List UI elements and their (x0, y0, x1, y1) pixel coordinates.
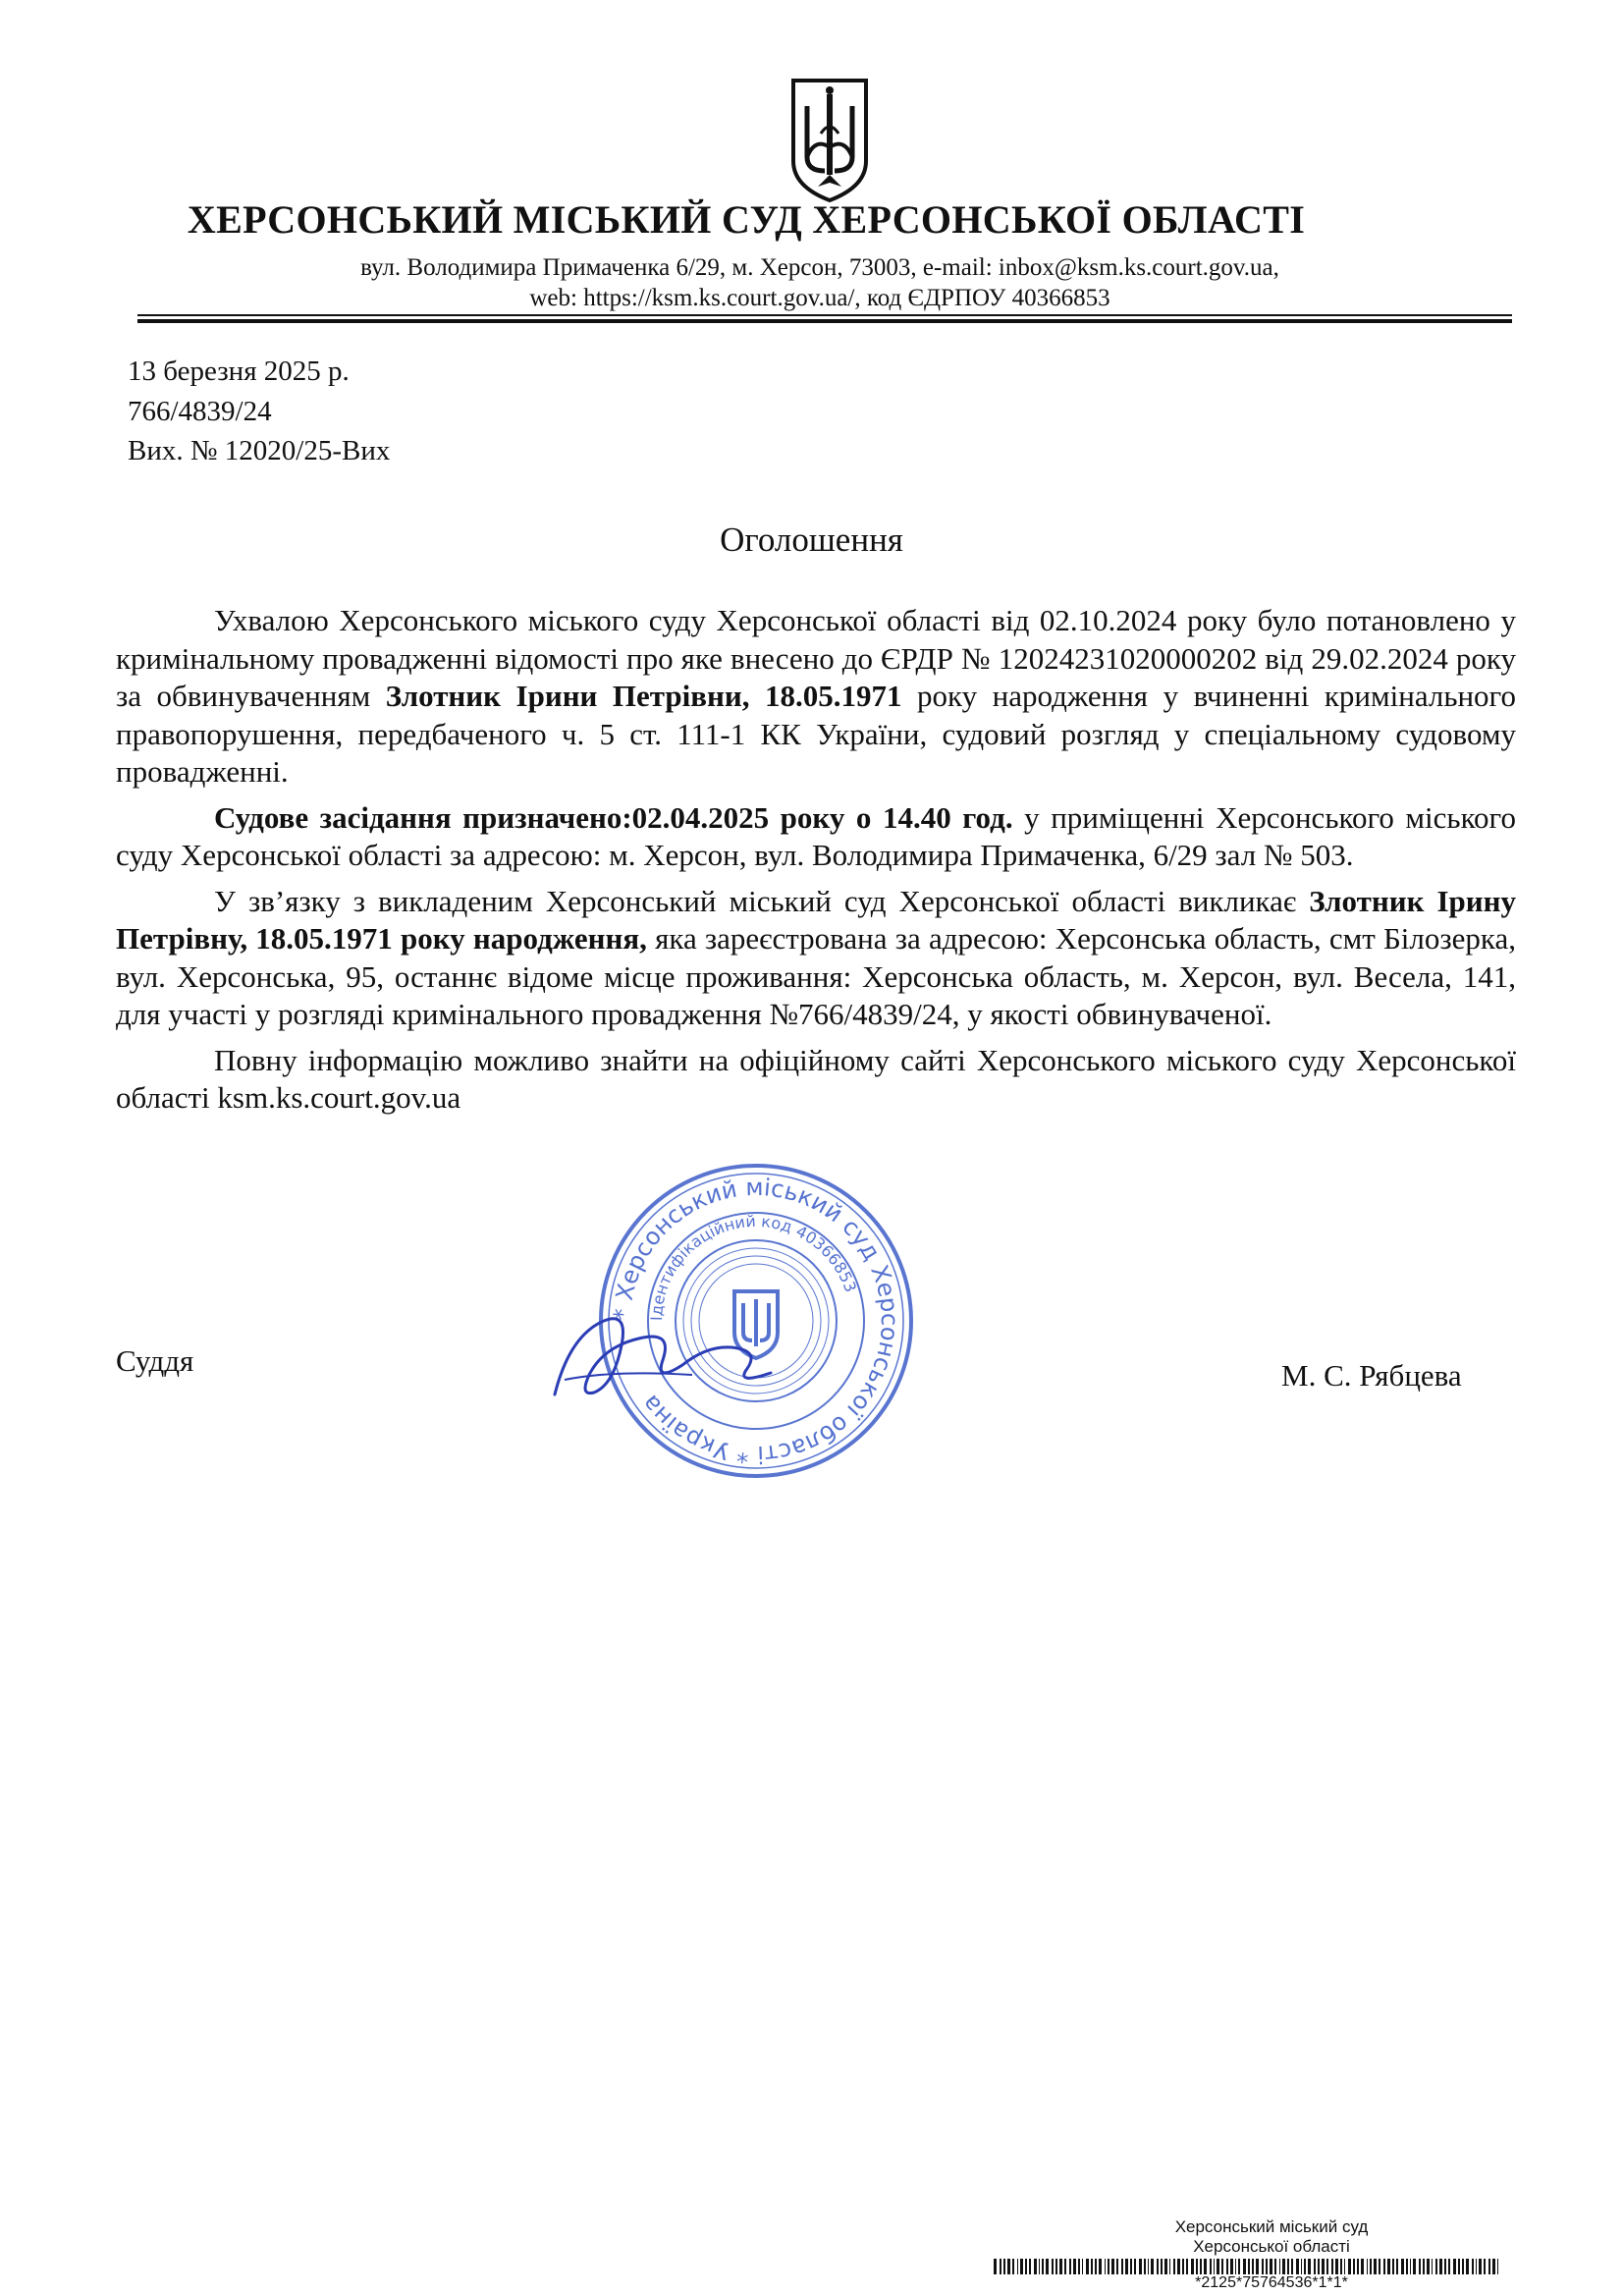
paragraph-hearing (116, 799, 1516, 875)
header-divider-thick (137, 319, 1512, 323)
accused-name: Злотник Ірини Петрівни, 18.05.1971 (385, 679, 902, 713)
barcode-icon (994, 2259, 1504, 2274)
header-divider-thin (137, 314, 1512, 316)
outgoing-number: Вих. № 12020/25-Вих (128, 435, 391, 466)
judge-signature-icon (535, 1277, 810, 1424)
hearing-location: у приміщенні Херсонського міського суду Херсонської області за адресою: м. Херсон, вул. Володимира Примаченка, 6/29 зал № 503. (116, 799, 1516, 872)
paragraph-ruling-text: Ухвалою Херсонського міського суду Херсонської області від 02.10.2024 року було потановлено у кримінальному провадженні відомості про яке внесено до ЄРДР № 12024231020000202 від 29.02.2024 року за обвинуваченням (116, 603, 1516, 713)
summons-details: яка зареєстрована за адресою: Херсонська область, смт Білозерка, вул. Херсонська, 95, останнє відоме місце проживання: Херсонська область, м. Херсон, вул. Весела, 141, для участі у розгляді кримінального провадження №766/4839/24, у якості обвинуваченої. (116, 921, 1516, 1031)
announcement-title: Оголошення (720, 520, 903, 559)
hearing-date: Судове засідання призначено:02.04.2025 року о 14.40 год. (214, 799, 1013, 835)
summons-text: У зв’язку з викладеним Херсонський міський суд Херсонської області викликає (214, 883, 1310, 918)
document-date: 13 березня 2025 р. (128, 355, 350, 387)
paragraph-summons (116, 883, 1516, 1034)
info-text: Повну інформацію можливо знайти на офіційному сайті Херсонського міського суду Херсонської області ksm.ks.court.gov.ua (116, 1042, 1516, 1115)
paragraph-ruling (116, 602, 1516, 792)
court-web-line: web: https://ksm.ks.court.gov.ua/, код ЄДРПОУ 40366853 (529, 285, 1110, 311)
seal-code-text: Ідентифікаційний код 40366853 (646, 1211, 861, 1322)
case-number: 766/4839/24 (128, 396, 272, 427)
paragraph-ruling-text-end: року народження у вчиненні кримінального правопорушення, передбаченого ч. 5 ст. 111-1 КК України, судовий розгляд у спеціальному судовому провадженні. (116, 679, 1517, 789)
trident-emblem-icon (785, 77, 874, 204)
registration-region-line: Херсонської області (1193, 2237, 1350, 2256)
judge-name: М. С. Рябцева (1281, 1358, 1462, 1393)
court-address-line: вул. Володимира Примаченка 6/29, м. Херсон, 73003, e-mail: inbox@ksm.ks.court.gov.ua, (360, 254, 1279, 281)
announcement-body (116, 602, 1516, 1125)
registration-court-line: Херсонський міський суд (1174, 2217, 1369, 2236)
summoned-person: Злотник Ірину Петрівну, 18.05.1971 року народження, (116, 883, 1516, 956)
registration-stamp (1001, 2217, 1542, 2257)
judge-role-label: Суддя (116, 1343, 194, 1378)
court-name-heading: ХЕРСОНСЬКИЙ МІСЬКИЙ СУД ХЕРСОНСЬКОЇ ОБЛАСТІ (187, 197, 1306, 242)
seal-outer-text: * Херсонський міський суд Херсонської області * Україна (608, 1173, 904, 1469)
paragraph-info (116, 1042, 1516, 1118)
barcode-number: *2125*75764536*1*1* (1195, 2274, 1348, 2291)
